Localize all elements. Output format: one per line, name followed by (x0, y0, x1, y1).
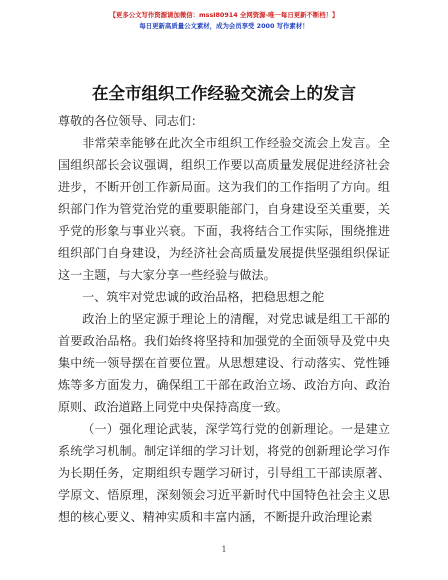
promo-banner (0, 10, 448, 32)
document-title: 在全市组织工作经验交流会上的发言 (92, 84, 356, 103)
page-number: 1 (221, 545, 227, 554)
section-heading-1: 一、筑牢对党忠诚的政治品格，把稳思想之舵 (82, 290, 325, 304)
promo-line-1: 【更多公文写作资源请加微信：mssl80914 全网资源-唯一每日更新不断档！】 (109, 11, 339, 19)
paragraph-section-1: 政治上的坚定源于理论上的清醒，对党忠诚是组工干部的首要政治品格。我们始终将坚持和加强党的全面领导及党中央集中统一领导摆在首要位置。从思想建设、行动落实、党性锤炼等多方面发力，确保组工干部在政治立场、政治方向、政治原则、政治道路上同党中央保持高度一致。 (58, 312, 390, 414)
promo-line-2: 每日更新高质量公文素材，成为会员享受 2000 写作素材！ (139, 22, 309, 30)
paragraph-intro: 非常荣幸能够在此次全市组织工作经验交流会上发言。全国组织部长会议强调，组织工作要以高质量发展促进经济社会进步，不断开创工作新局面。这为我们的工作指明了方向。组织部门作为管党治党的重要职能部门，自身建设至关重要，关乎党的形象与事业兴衰。下面，我将结合工作实际，围绕推进组织部门自身建设，为经济社会高质量发展提供坚强组织保证这一主题，与大家分享一些经验与做法。 (58, 136, 390, 282)
document-body (58, 110, 390, 528)
paragraph-subsection-1: （一）强化理论武装，深学笃行党的创新理论。一是建立系统学习机制。制定详细的学习计划，将党的创新理论学习作为长期任务，定期组织专题学习研讨，引导组工干部读原著、学原文、悟原理，深刻领会习近平新时代中国特色社会主义思想的核心要义、精神实质和丰富内涵，不断提升政治理论素 (58, 422, 390, 524)
salutation: 尊敬的各位领导、同志们： (58, 114, 204, 128)
